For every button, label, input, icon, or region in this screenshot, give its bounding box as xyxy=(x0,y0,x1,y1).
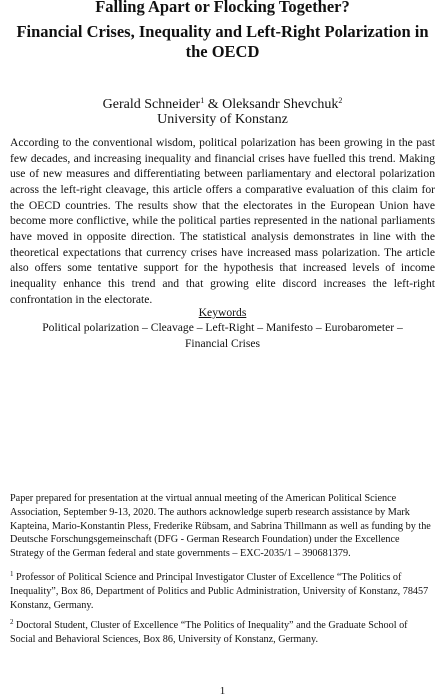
author-2: Oleksandr Shevchuk xyxy=(222,97,339,112)
paper-title-line1: Falling Apart or Flocking Together? xyxy=(95,0,350,16)
footnote-1-mark: 1 xyxy=(10,570,14,578)
footnote-2 xyxy=(10,616,435,647)
keywords-heading: Keywords xyxy=(198,306,247,319)
author-1: Gerald Schneider xyxy=(102,97,201,112)
author-2-footnote-mark: 2 xyxy=(338,96,343,105)
footnote-1 xyxy=(10,568,435,612)
footnote-2-text: Doctoral Student, Cluster of Excellence “The Politics of Inequality” and the Graduate School of Social and Behavioral Sciences, Box 86, University of Konstanz, Germany. xyxy=(10,620,408,645)
affiliation: University of Konstanz xyxy=(157,112,288,127)
paper-title-line2: Financial Crises, Inequality and Left-Right Polarization in the OECD xyxy=(16,22,429,61)
presentation-note: Paper prepared for presentation at the virtual annual meeting of the American Political Science Association, September 9-13, 2020. The authors acknowledge superb research assistance by Mark Kapteina, Mario-Konstantin Pless, Frederike Rübsam, and Sabrina Thillmann as well as funding by the Deutsche Forschungsgemeinschaft (DFG - German Research Foundation) under the Excellence Strategy of the German federal and state governments – EXC-2035/1 – 390681379. xyxy=(10,493,431,560)
page-number: 1 xyxy=(219,685,226,697)
footnote-2-mark: 2 xyxy=(10,618,14,626)
author-separator: & xyxy=(204,97,223,112)
abstract: According to the conventional wisdom, political polarization has been growing in the past few decades, and increasing inequality and financial crises have fuelled this trend. Making use of new measures and differentiating between parliamentary and electoral polarization across the left-right cleavage, this article offers a comparative evaluation of this claim for the OECD countries. The results show that the electorates in the European Union have become more conflictive, while the political parties represented in the national parliaments have moved in opposite direction. The statistical analysis demonstrates in line with the theoretical expectations that currency crises have increased mass polarization. The article also offers some tentative support for the hypothesis that increased levels of income inequality enhance this trend and that growing elite discord increases the left-right confrontation in the electorate. xyxy=(10,136,435,306)
author-1-footnote-mark: 1 xyxy=(200,96,205,105)
footnote-1-text: Professor of Political Science and Principal Investigator Cluster of Excellence “The Politics of Inequality”, Box 86, Department of Politics and Public Administration, University of Konstanz, 78457 Konstanz, Germany. xyxy=(10,572,429,611)
keywords-list: Political polarization – Cleavage – Left-Right – Manifesto – Eurobarometer – Financial Crises xyxy=(42,321,403,350)
